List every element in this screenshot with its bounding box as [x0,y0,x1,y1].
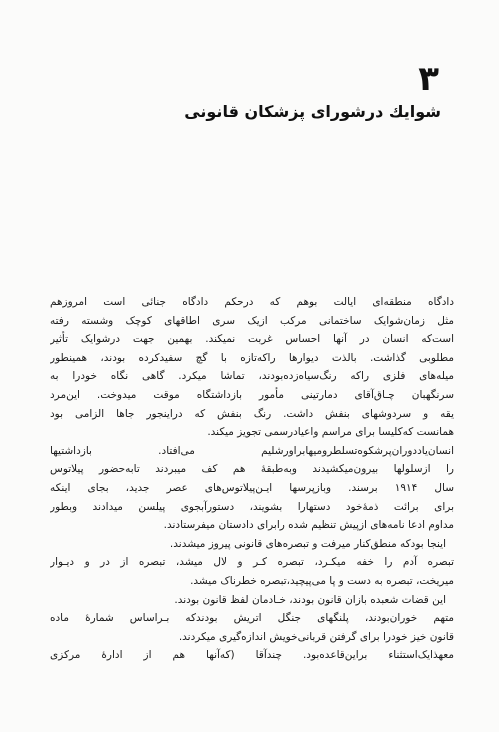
text-line: متهم خوران‌بودند، پلنگهای جنگل اتریش بودندکه بـراساس شمارهٔ ماده [50,612,454,625]
text-line: دادگاه منطقه‌ای ایالت بوهم که درحکم دادگاه جنائی است امروزهم [50,296,454,308]
text-line: این قضات شعبده بازان قانون بودند، خـادمان لفظ قانون بودند. [174,593,446,606]
text-line: اینجا بودکه منطق‌کنار میرفت و تبصره‌های قانونی پیروز میشدند. [169,537,446,550]
text-line: سال ۱۹۱۴ برسند. وبازپرسها ایـن‌پیلاتوس‌های عصر جدید، بجای اینکه [50,481,454,494]
paragraph-2 [50,442,454,535]
body-text [50,293,454,665]
text-line: مطلوبی گذاشت. بالذت دیوارها راکه‌تازه با گچ سفیدکرده بودند، همینطور [50,351,454,364]
text-line: تبصره آدم را خفه میکـرد، تبصره کـر و لال میشد، تبصره از در و دیـوار [50,556,454,569]
text-line: معهذایک‌استثناء براین‌قاعده‌بود. چندآقا (که‌آنها هم از ادارهٔ مرکزی [50,649,454,662]
text-line: میریخت، تبصره به دست و پا می‌پیچید،تبصره خطرناک میشد. [190,574,454,587]
text-line: است‌که انسان در آنها احساس غربت نمیکند. بهمین جهت درشوایک تأثیر [50,333,454,346]
paragraph-3 [50,535,454,591]
text-line: را ازسلولها بیرون‌میکشیدند وبه‌طبقهٔ هم کف میبردند تابه‌حضور پیلاتوس [50,463,454,476]
text-line: یقه و سردوشهای بنفش داشت. رنگ بنفش که دراینجور جاها الزامی بود [50,407,454,420]
text-line: برای برائت ذمهٔ‌خود دستهارا بشویند، دستورآبجوی پیلسن میدادند وبطور [50,500,454,513]
text-line: همانست که‌کلیسا برای مراسم واعیادرسمی تجویز میکند. [207,426,454,439]
chapter-title: شوایك درشورای پزشكان قانونی [184,102,441,121]
text-line: انسان‌یاددوران‌پرشکوه‌تسلطرومیهابراورشلیم می‌افتاد. بازداشتیها [50,444,454,457]
text-line: مثل زمان‌شوایک ساختمانی مرکب ازیک سری اطاقهای کوچک وشسته رفته [50,314,454,327]
text-line: میله‌های فلزی راکه رنگ‌سیاه‌زده‌بودند، تماشا میکرد. گاهی نگاه خودرا به [50,370,454,383]
chapter-number: ۳ [418,59,439,99]
paragraph-4 [50,591,454,647]
text-line: سرنگهبان چـاق‌آقای دمارتینی مأمور بازداشتگاه موقت میدوخت. این‌مرد [50,388,454,401]
text-line: قانون خیز خودرا برای گرفتن قربانی‌خویش اندازه‌گیری میکردند. [178,630,454,643]
text-line: مداوم ادعا نامه‌های ازپیش تنظیم شده رابرای دادستان میفرستادند. [163,519,454,532]
paragraph-5 [50,646,454,665]
paragraph-1 [50,293,454,442]
